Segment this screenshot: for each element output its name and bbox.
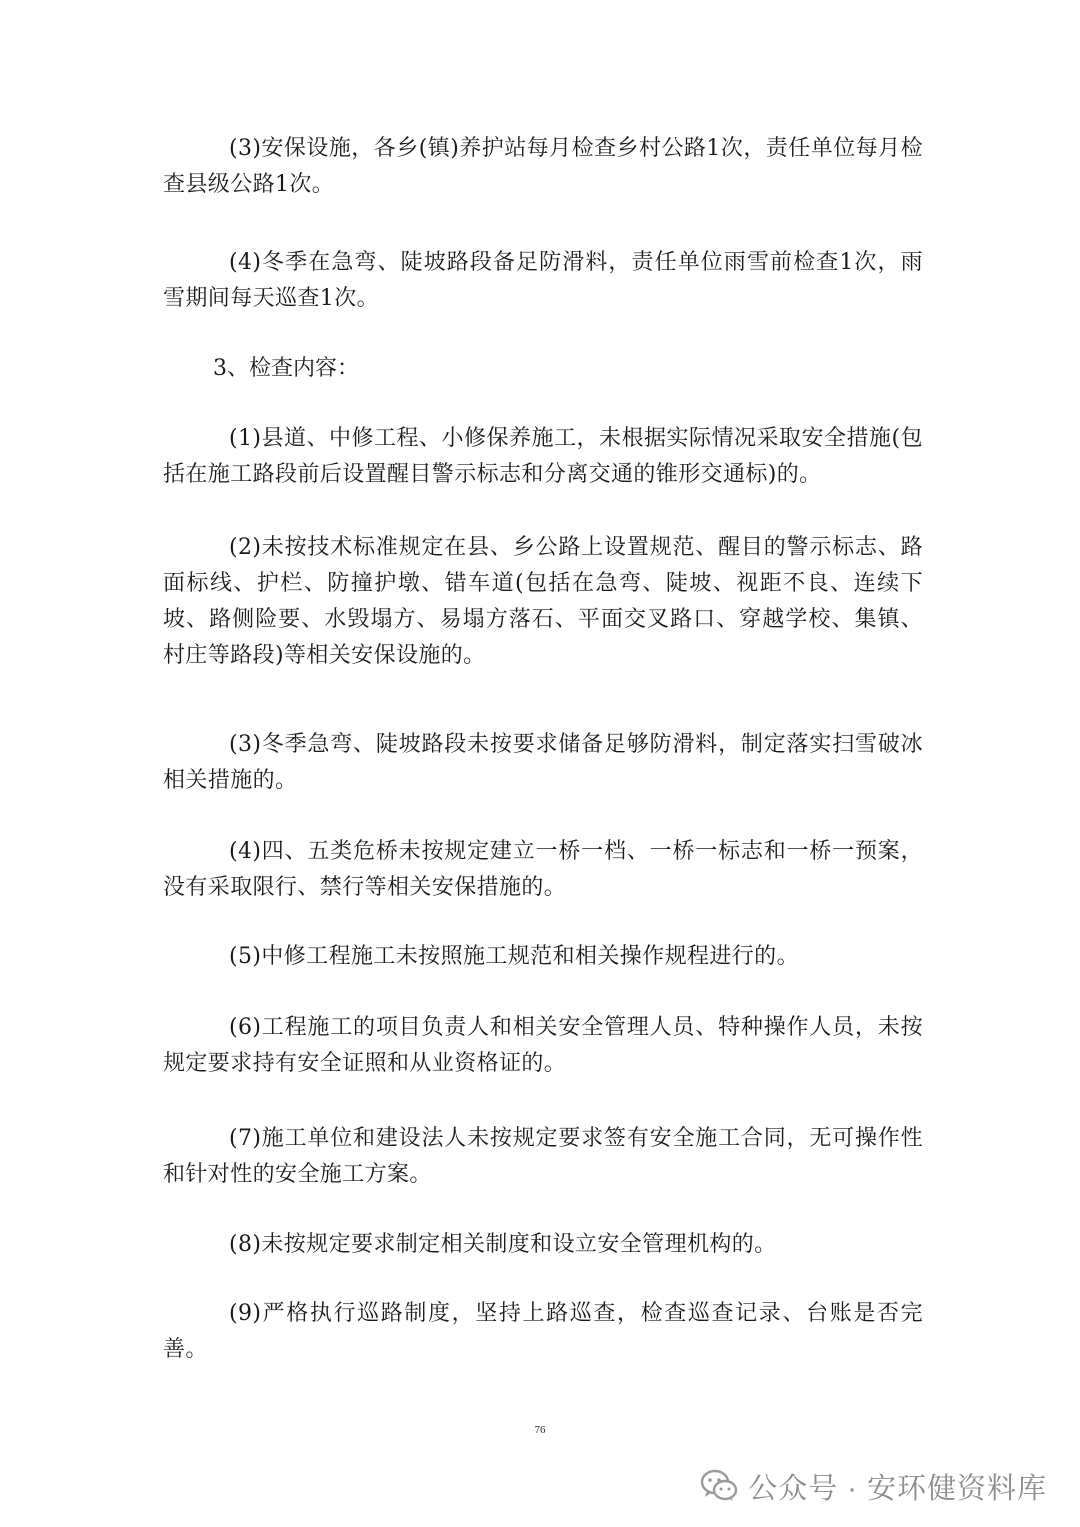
paragraph-item-3: (3)冬季急弯、陡坡路段未按要求储备足够防滑料，制定落实扫雪破冰相关措施的。: [163, 732, 923, 793]
paragraph-item-2: (2)未按技术标准规定在县、乡公路上设置规范、醒目的警示标志、路面标线、护栏、防撞护墩、错车道(包括在急弯、陡坡、视距不良、连续下坡、路侧险要、水毁塌方、易塌方落石、平面交叉路口、穿越学校、集镇、村庄等路段)等相关安保设施的。: [163, 535, 923, 668]
wechat-icon: [700, 1469, 738, 1503]
watermark-text: 公众号 · 安环健资料库: [748, 1472, 1047, 1505]
paragraph-item-1: (1)县道、中修工程、小修保养施工，未根据实际情况采取安全措施(包括在施工路段前后设置醒目警示标志和分离交通的锥形交通标)的。: [163, 426, 923, 487]
paragraph-item-5: (5)中修工程施工未按照施工规范和相关操作规程进行的。: [229, 944, 799, 969]
watermark: [700, 1462, 1047, 1510]
paragraph-safety-facilities-inspection: (3)安保设施，各乡(镇)养护站每月检查乡村公路1次，责任单位每月检查县级公路1次。: [163, 136, 923, 197]
paragraph-item-9: (9)严格执行巡路制度，坚持上路巡查，检查巡查记录、台账是否完善。: [163, 1301, 923, 1362]
paragraph-winter-antiskid-inspection: (4)冬季在急弯、陡坡路段备足防滑料，责任单位雨雪前检查1次，雨雪期间每天巡查1次。: [163, 250, 923, 311]
paragraph-item-7: (7)施工单位和建设法人未按规定要求签有安全施工合同，无可操作性和针对性的安全施工方案。: [163, 1126, 923, 1187]
section-heading-inspection-content: 3、检查内容：: [213, 356, 359, 381]
paragraph-item-4: (4)四、五类危桥未按规定建立一桥一档、一桥一标志和一桥一预案，没有采取限行、禁行等相关安保措施的。: [163, 839, 923, 900]
paragraph-item-8: (8)未按规定要求制定相关制度和设立安全管理机构的。: [229, 1232, 777, 1257]
page-number: 76: [534, 1424, 546, 1436]
paragraph-item-6: (6)工程施工的项目负责人和相关安全管理人员、特种操作人员，未按规定要求持有安全证照和从业资格证的。: [163, 1015, 923, 1076]
